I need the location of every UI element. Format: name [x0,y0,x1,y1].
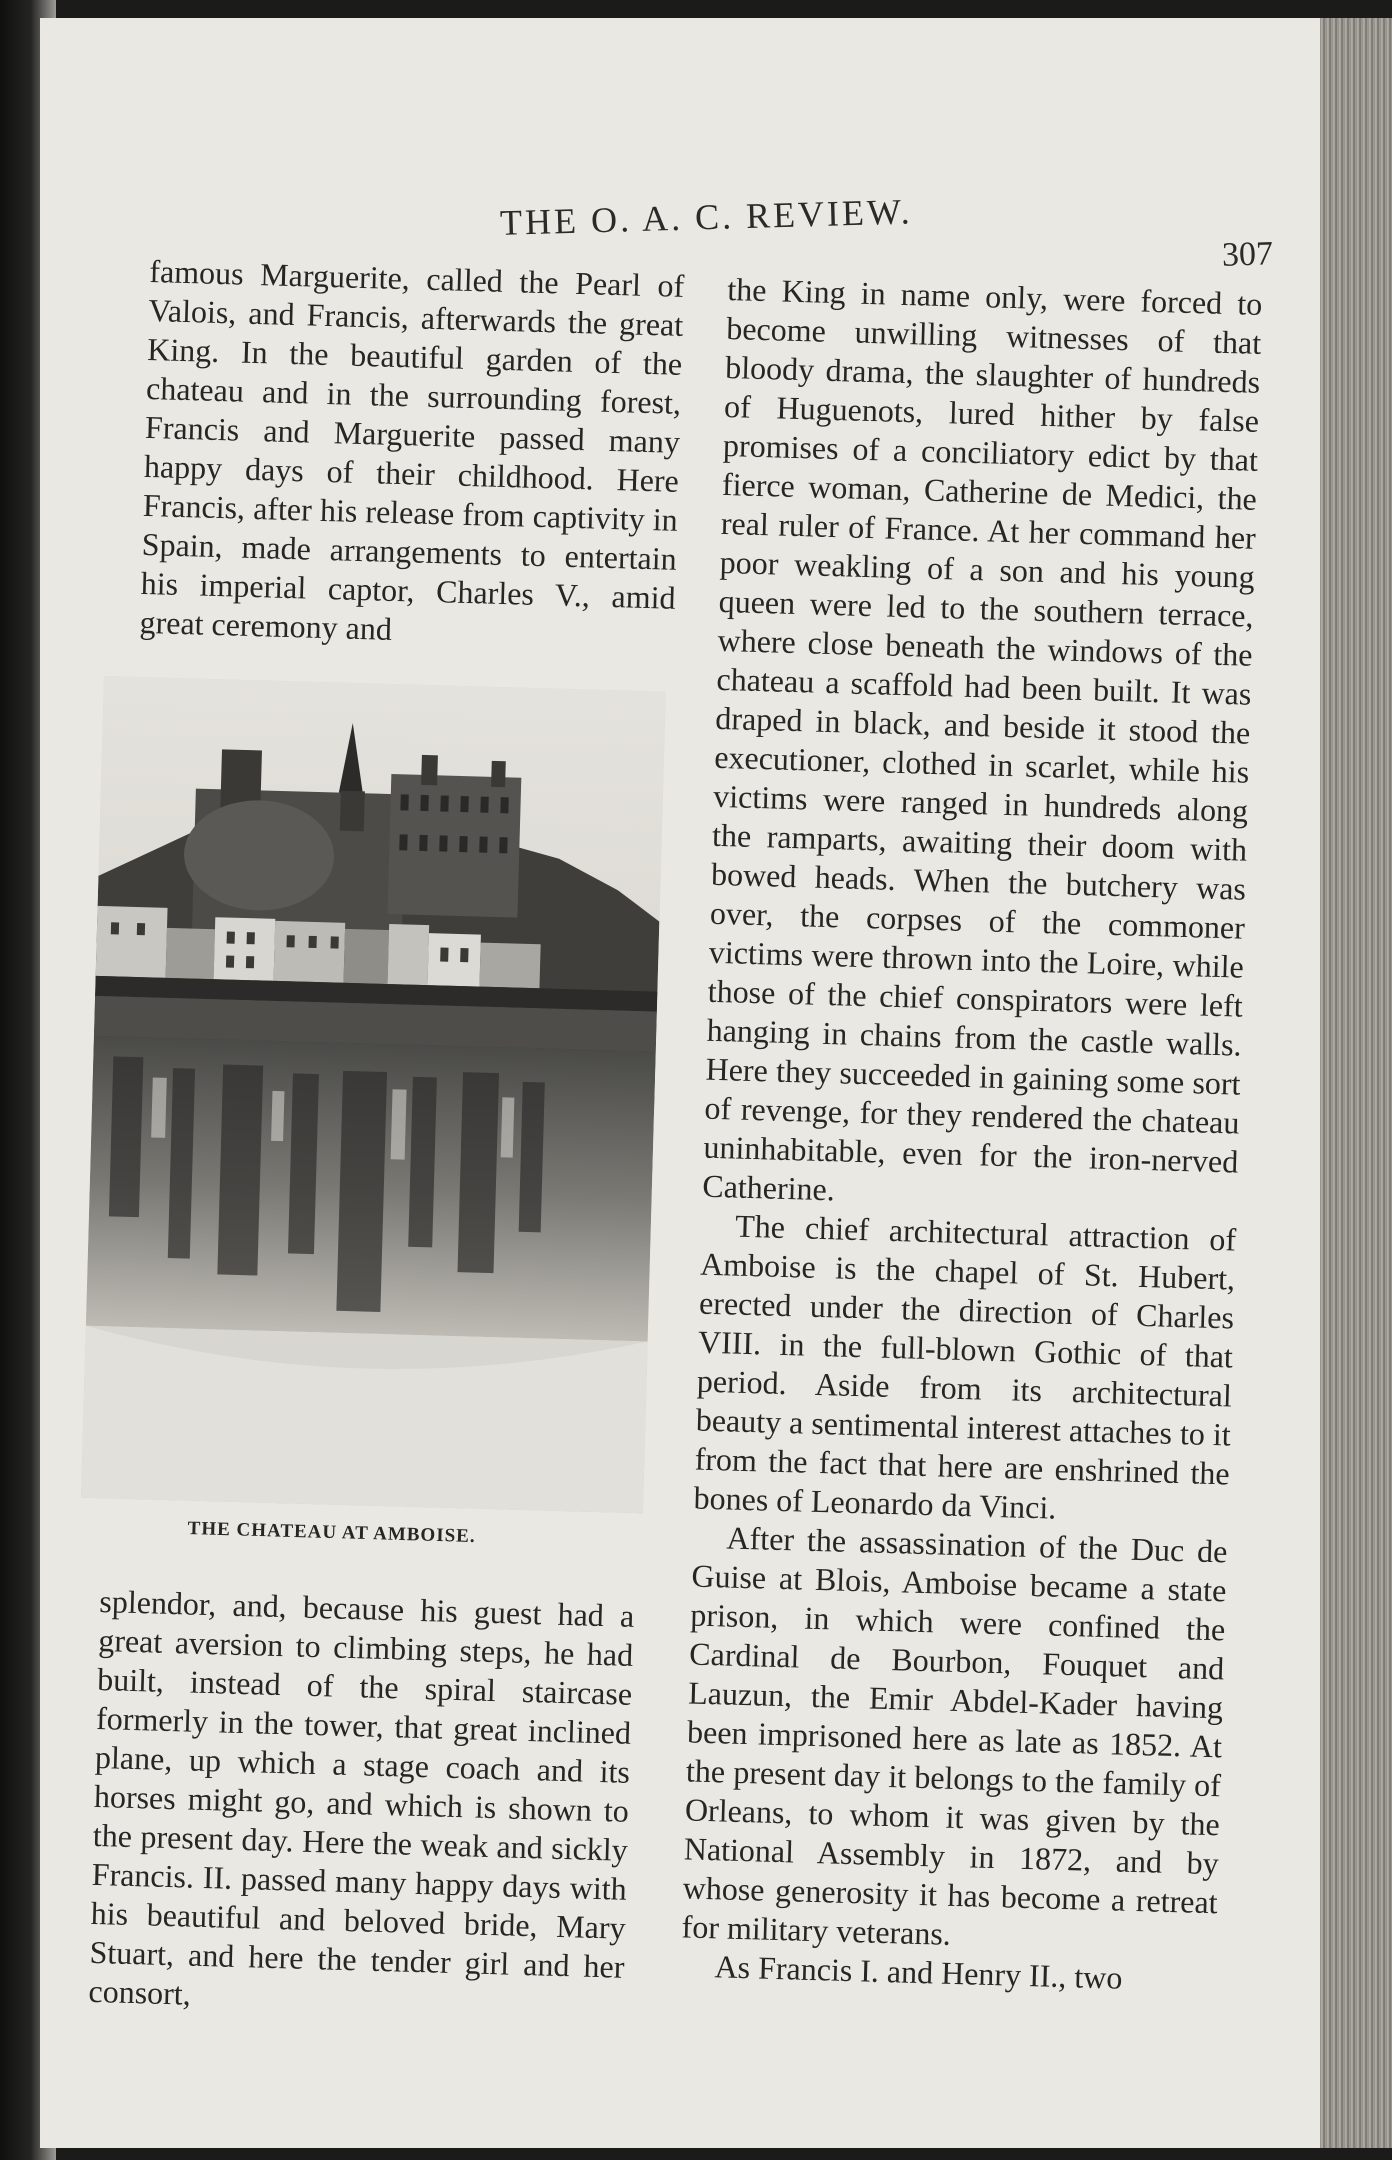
paragraph: As Francis I. and Henry II., two [714,1948,1123,1996]
chateau-photograph [81,676,666,1513]
right-column [680,270,1263,2000]
left-column-bottom [88,1582,635,2026]
paragraph: The chief architectural attraction of Amboise is the chapel of St. Hubert, erected under the direction of Charles VIII. in the full-blown Gothic of that period. Aside from its architectural beauty a sentimental interest attaches to it from the fact that here are enshrined the bones of Leonardo da Vinci. [693,1207,1237,1526]
figure-caption: THE CHATEAU AT AMBOISE. [187,1518,476,1548]
chateau-photo-drawing [81,676,666,1513]
paragraph: the King in name only, were forced to become unwilling witnesses of that bloody drama, the slaughter of hundreds of Huguenots, lured hither by false promises of a conciliatory edict by that fierce woman, Catherine de Medici, the real ruler of France. At her command her poor weakling of a son and his young queen were led to the southern terrace, where close beneath the windows of the chateau a scaffold had been built. It was draped in black, and beside it stood the executioner, clothed in scarlet, while his victims were ranged in hundreds along the ramparts, awaiting their doom with bowed heads. When the butchery was over, the corpses of the commoner victims were thrown into the Loire, while those of the chief conspirators were left hanging in chains from the castle walls. Here they succeeded in gaining some sort of revenge, for they rendered the chateau uninhabitable, even for the iron-nerved Catherine. [701,270,1263,1208]
paragraph: splendor, and, because his guest had a great aversion to climbing steps, he had built, instead of the spiral staircase formerly in the tower, that great inclined plane, up which a stage coach and its horses might go, and which is shown to the present day. Here the weak and sickly Francis. II. passed many happy days with his beautiful and beloved bride, Mary Stuart, and here the tender girl and her consort, [88,1582,635,2012]
paragraph: famous Marguerite, called the Pearl of Valois, and Francis, afterwards the great King. In the beautiful garden of the chateau and in the surrounding forest, Francis and Marguerite passed many happy days of their childhood. Here Francis, after his release from captivity in Spain, made arrangements to entertain his imperial captor, Charles V., amid great ceremony and [139,252,685,647]
paragraph: After the assassination of the Duc de Guise at Blois, Amboise became a state prison, in which were confined the Cardinal de Bourbon, Fouquet and Lauzun, the Emir Abdel-Kader having been imprisoned here as late as 1852. At the present day it belongs to the family of Orleans, to whom it was given by the National Assembly in 1872, and by whose generosity it has become a retreat for military veterans. [681,1519,1228,1952]
page-edges [1320,18,1392,2148]
page-number: 307 [1221,235,1274,274]
running-head: THE O. A. C. REVIEW. [499,191,914,243]
left-column-top [139,252,685,657]
